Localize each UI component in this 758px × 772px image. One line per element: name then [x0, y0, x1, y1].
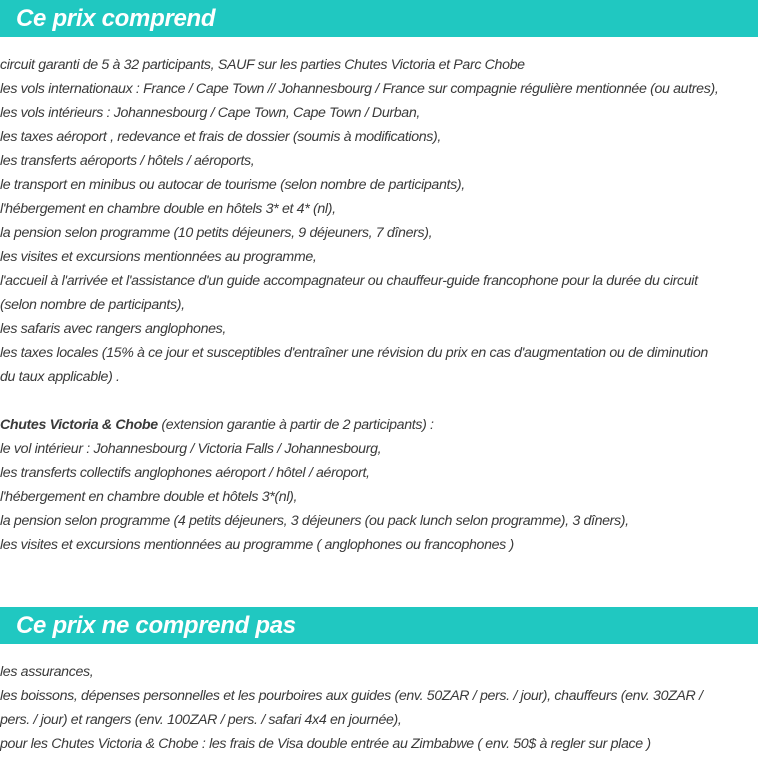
extension-heading — [0, 413, 758, 437]
list-item: l'accueil à l'arrivée et l'assistance d'un guide accompagnateur ou chauffeur-guide francophone pour la durée du circuit — [0, 273, 698, 289]
list-item: les taxes aéroport , redevance et frais de dossier (soumis à modifications), — [0, 129, 442, 145]
list-item: les transferts collectifs anglophones aéroport / hôtel / aéroport, — [0, 465, 370, 481]
extension-title: Chutes Victoria & Chobe — [0, 417, 158, 433]
includes-list — [0, 53, 758, 389]
list-item: du taux applicable) . — [0, 369, 120, 385]
list-item: les transferts aéroports / hôtels / aéroports, — [0, 153, 255, 169]
list-item: les visites et excursions mentionnées au programme, — [0, 249, 317, 265]
list-item: les vols internationaux : France / Cape Town // Johannesbourg / France sur compagnie régulière mentionnée (ou autres), — [0, 81, 719, 97]
list-item: les vols intérieurs : Johannesbourg / Cape Town, Cape Town / Durban, — [0, 105, 420, 121]
list-item: les safaris avec rangers anglophones, — [0, 321, 227, 337]
list-item: circuit garanti de 5 à 32 participants, SAUF sur les parties Chutes Victoria et Parc Chobe — [0, 57, 525, 73]
list-item: l'hébergement en chambre double et hôtels 3*(nl), — [0, 489, 298, 505]
list-item: les taxes locales (15% à ce jour et susceptibles d'entraîner une révision du prix en cas d'augmentation ou de diminution — [0, 345, 708, 361]
list-item: les assurances, — [0, 664, 94, 680]
list-item: les visites et excursions mentionnées au programme ( anglophones ou francophones ) — [0, 537, 514, 553]
list-item: le transport en minibus ou autocar de tourisme (selon nombre de participants), — [0, 177, 465, 193]
list-item: la pension selon programme (10 petits déjeuners, 9 déjeuners, 7 dîners), — [0, 225, 433, 241]
list-item: les boissons, dépenses personnelles et les pourboires aux guides (env. 50ZAR / pers. / jour), chauffeurs (env. 30ZAR / — [0, 688, 703, 704]
list-item: le vol intérieur : Johannesbourg / Victoria Falls / Johannesbourg, — [0, 441, 382, 457]
list-item: la pension selon programme (4 petits déjeuners, 3 déjeuners (ou pack lunch selon programme), 3 dîners), — [0, 513, 629, 529]
extension-section — [0, 413, 758, 557]
list-item: (selon nombre de participants), — [0, 297, 185, 313]
includes-section-title: Ce prix comprend — [0, 0, 758, 37]
excludes-section-title: Ce prix ne comprend pas — [0, 607, 758, 644]
excludes-list — [0, 660, 758, 756]
list-item: l'hébergement en chambre double en hôtels 3* et 4* (nl), — [0, 201, 336, 217]
extension-title-suffix: (extension garantie à partir de 2 participants) : — [157, 417, 434, 433]
list-item: pour les Chutes Victoria & Chobe : les frais de Visa double entrée au Zimbabwe ( env. 50$ à regler sur place ) — [0, 736, 651, 752]
list-item: pers. / jour) et rangers (env. 100ZAR / pers. / safari 4x4 en journée), — [0, 712, 402, 728]
